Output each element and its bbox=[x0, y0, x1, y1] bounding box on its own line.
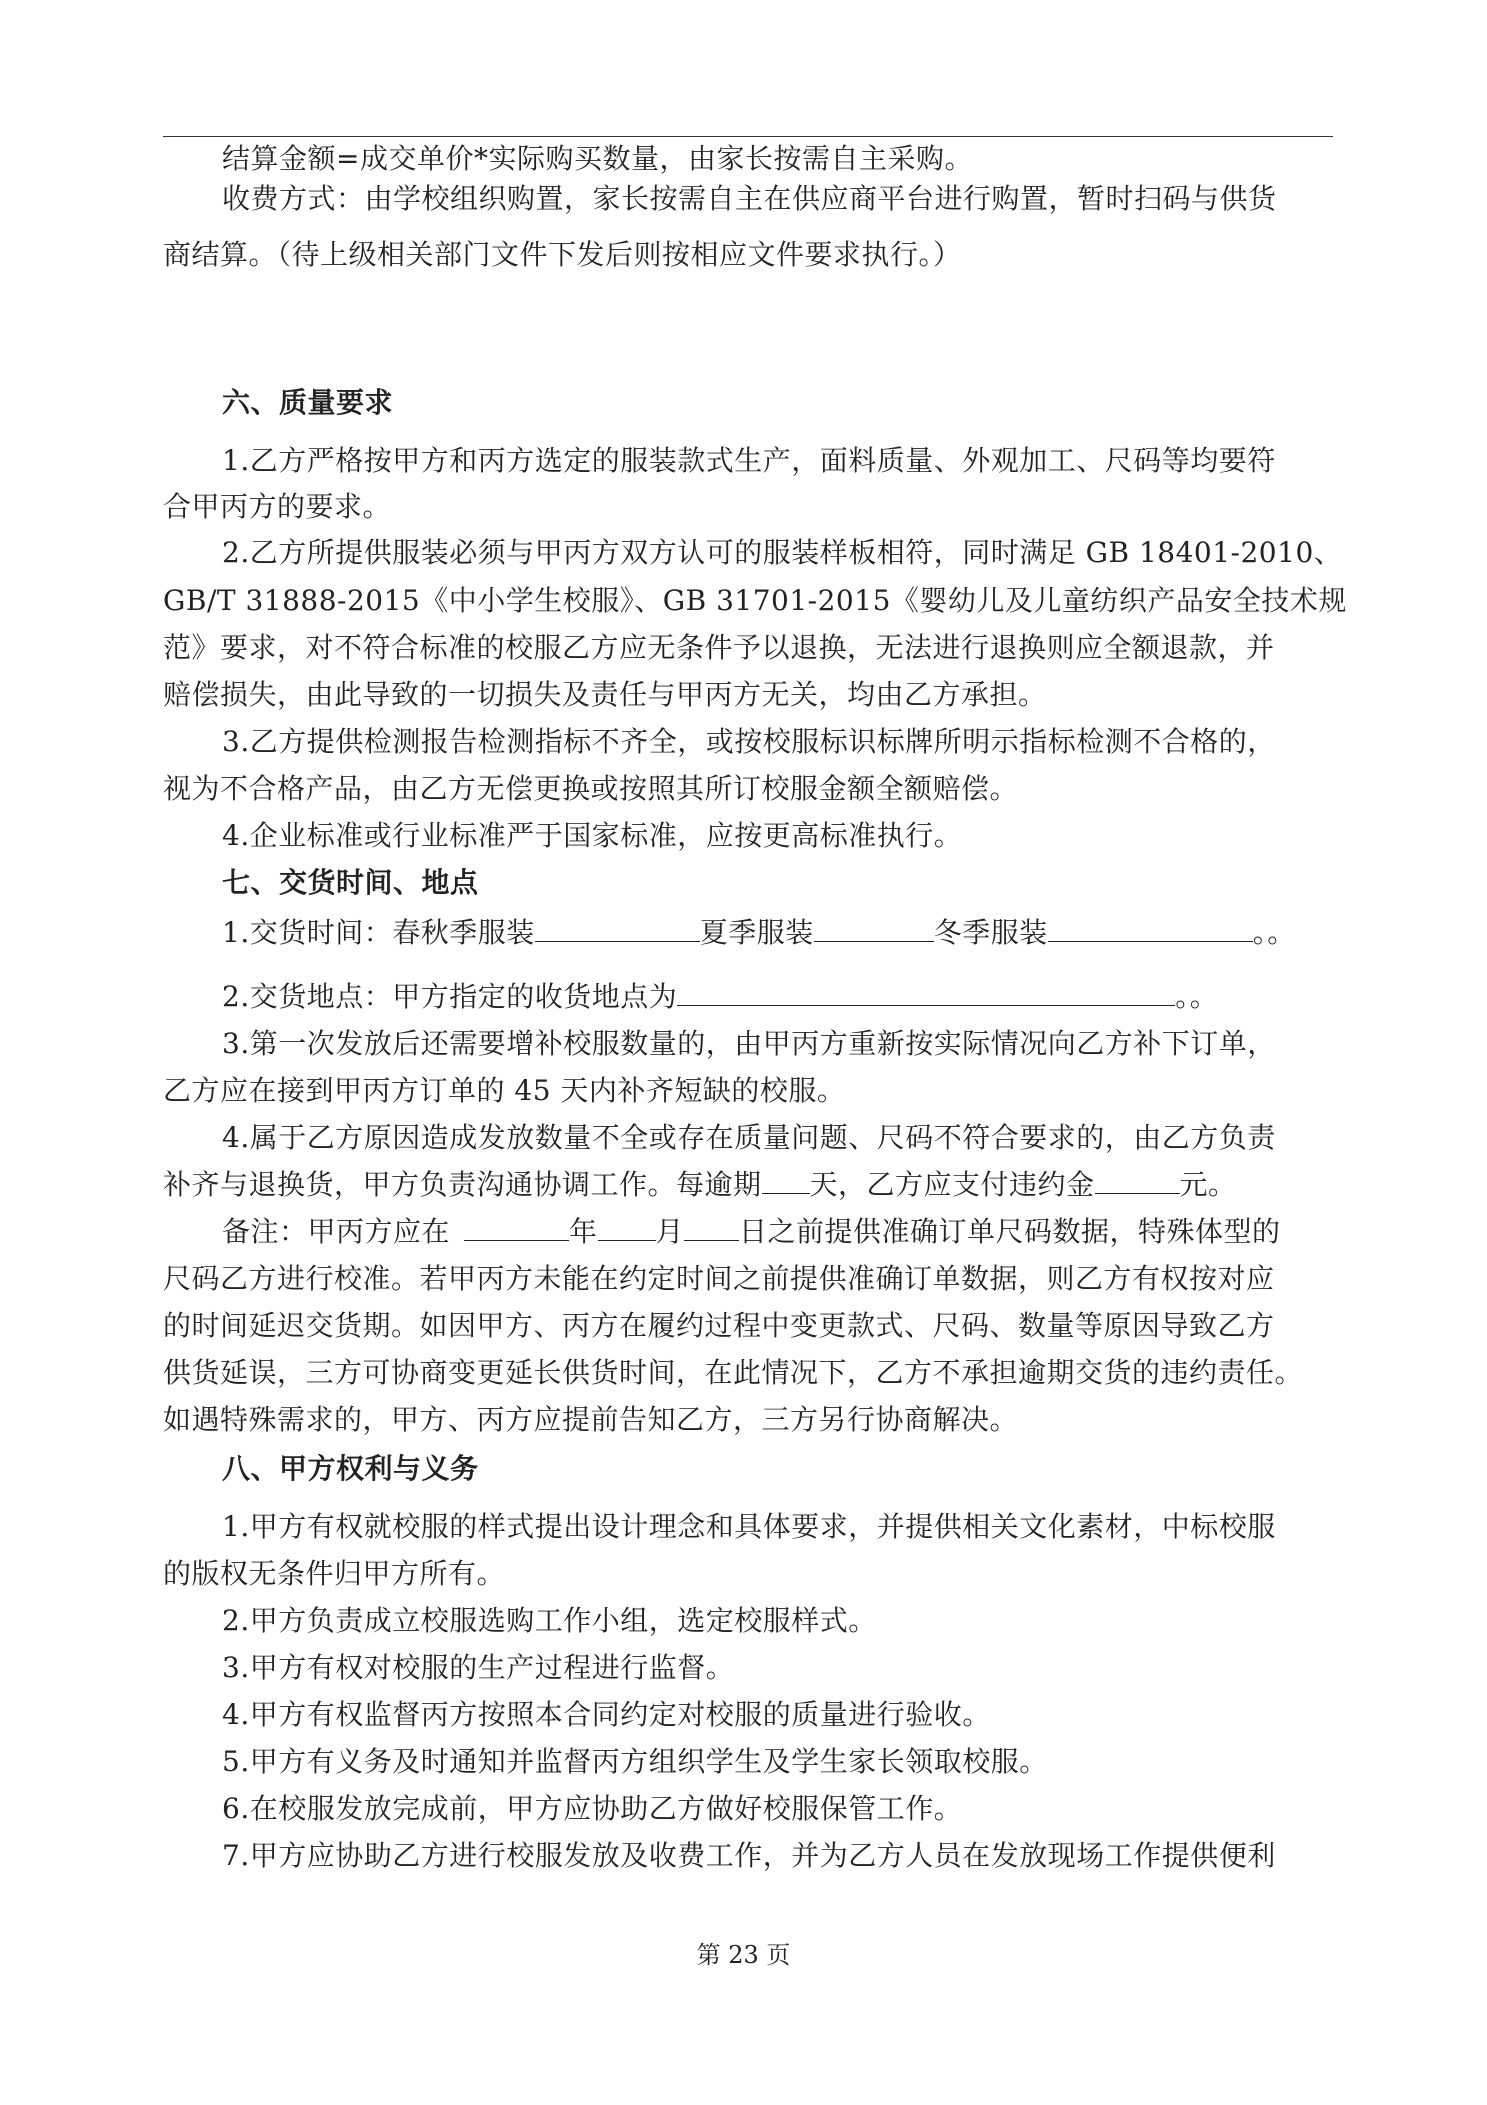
delivery-summer-label: 夏季服装 bbox=[699, 916, 814, 949]
remark-rest: 日之前提供准确订单尺码数据，特殊体型的 bbox=[739, 1215, 1281, 1248]
delivery-time-suffix: 。。 bbox=[1252, 916, 1296, 949]
section-heading: 六、质量要求 bbox=[222, 386, 394, 419]
month-label: 月 bbox=[655, 1215, 685, 1248]
section-heading: 七、交货时间、地点 bbox=[222, 866, 479, 899]
delivery-place-suffix: 。。 bbox=[1175, 980, 1219, 1013]
text-line: 商结算。（待上级相关部门文件下发后则按相应文件要求执行。） bbox=[163, 238, 962, 271]
text-line: 合甲丙方的要求。 bbox=[163, 490, 392, 523]
text-line: 范》要求，对不符合标准的校服乙方应无条件予以退换，无法进行退换则应全额退款，并 bbox=[163, 631, 1275, 664]
text-line: 3.乙方提供检测报告检测指标不齐全，或按校服标识标牌所明示指标检测不合格的， bbox=[222, 725, 1276, 758]
page-number: 第 23 页 bbox=[696, 1941, 791, 1969]
text-line: 4.企业标准或行业标准严于国家标准，应按更高标准执行。 bbox=[222, 819, 963, 852]
blank-spring-autumn bbox=[535, 915, 700, 942]
penalty-label: 补齐与退换货，甲方负责沟通协调工作。每逾期 bbox=[163, 1168, 762, 1201]
text-line: 7.甲方应协助乙方进行校服发放及收费工作，并为乙方人员在发放现场工作提供便利 bbox=[222, 1839, 1276, 1872]
text-line: 2.乙方所提供服装必须与甲丙方双方认可的服装样板相符，同时满足 GB 18401-2010、 bbox=[222, 536, 1343, 569]
text-line: 1.甲方有权就校服的样式提出设计理念和具体要求，并提供相关文化素材，中标校服 bbox=[222, 1510, 1276, 1543]
penalty-middle: 天，乙方应支付违约金 bbox=[809, 1168, 1095, 1201]
blank-winter bbox=[1048, 915, 1253, 942]
text-line: 乙方应在接到甲丙方订单的 45 天内补齐短缺的校服。 bbox=[163, 1074, 846, 1107]
blank-amount bbox=[1095, 1167, 1180, 1194]
header-rule bbox=[163, 136, 1333, 137]
text-line: 的时间延迟交货期。如因甲方、丙方在履约过程中变更款式、尺码、数量等原因导致乙方 bbox=[163, 1309, 1275, 1342]
blank-month bbox=[598, 1214, 656, 1241]
text-line: 视为不合格产品，由乙方无偿更换或按照其所订校服金额全额赔偿。 bbox=[163, 772, 1019, 805]
blank-days bbox=[762, 1167, 810, 1194]
text-line: 如遇特殊需求的，甲方、丙方应提前告知乙方，三方另行协商解决。 bbox=[163, 1403, 1019, 1436]
blank-delivery-place bbox=[677, 979, 1175, 1006]
text-line: 4.属于乙方原因造成发放数量不全或存在质量问题、尺码不符合要求的，由乙方负责 bbox=[222, 1121, 1276, 1154]
text-line: 结算金额=成交单价*实际购买数量，由家长按需自主采购。 bbox=[222, 142, 973, 175]
delivery-winter-label: 冬季服装 bbox=[933, 916, 1048, 949]
remark-label: 备注：甲丙方应在 bbox=[222, 1215, 451, 1248]
delivery-time-label: 1.交货时间：春秋季服装 bbox=[222, 916, 535, 949]
section-heading: 八、甲方权利与义务 bbox=[222, 1452, 479, 1485]
text-line: 1.乙方严格按甲方和丙方选定的服装款式生产，面料质量、外观加工、尺码等均要符 bbox=[222, 444, 1276, 477]
text-line: 2.甲方负责成立校服选购工作小组，选定校服样式。 bbox=[222, 1604, 877, 1637]
text-line: 的版权无条件归甲方所有。 bbox=[163, 1557, 506, 1590]
year-label: 年 bbox=[569, 1215, 598, 1248]
text-line: 3.第一次发放后还需要增补校服数量的，由甲丙方重新按实际情况向乙方补下订单， bbox=[222, 1027, 1276, 1060]
text-line: 4.甲方有权监督丙方按照本合同约定对校服的质量进行验收。 bbox=[222, 1698, 991, 1731]
blank-year bbox=[464, 1214, 569, 1241]
text-line: 尺码乙方进行校准。若甲丙方未能在约定时间之前提供准确订单数据，则乙方有权按对应 bbox=[163, 1262, 1275, 1295]
text-line: 5.甲方有义务及时通知并监督丙方组织学生及学生家长领取校服。 bbox=[222, 1745, 1048, 1778]
blank-day bbox=[684, 1214, 739, 1241]
text-line: GB/T 31888-2015《中小学生校服》、GB 31701-2015《婴幼儿及儿童纺织产品安全技术规 bbox=[163, 584, 1347, 617]
blank-summer bbox=[814, 915, 934, 942]
penalty-suffix: 元。 bbox=[1179, 1168, 1237, 1201]
delivery-place-line bbox=[222, 979, 1218, 1015]
text-line: 赔偿损失，由此导致的一切损失及责任与甲丙方无关，均由乙方承担。 bbox=[163, 678, 1047, 711]
text-line: 收费方式：由学校组织购置，家长按需自主在供应商平台进行购置，暂时扫码与供货 bbox=[222, 182, 1277, 215]
delivery-time-line bbox=[222, 915, 1296, 951]
delivery-place-label: 2.交货地点：甲方指定的收货地点为 bbox=[222, 980, 678, 1013]
text-line: 6.在校服发放完成前，甲方应协助乙方做好校服保管工作。 bbox=[222, 1792, 963, 1825]
penalty-line bbox=[163, 1167, 1237, 1203]
remark-line bbox=[222, 1214, 1281, 1250]
text-line: 3.甲方有权对校服的生产过程进行监督。 bbox=[222, 1651, 735, 1684]
text-line: 供货延误，三方可协商变更延长供货时间，在此情况下，乙方不承担逾期交货的违约责任。 bbox=[163, 1356, 1304, 1389]
